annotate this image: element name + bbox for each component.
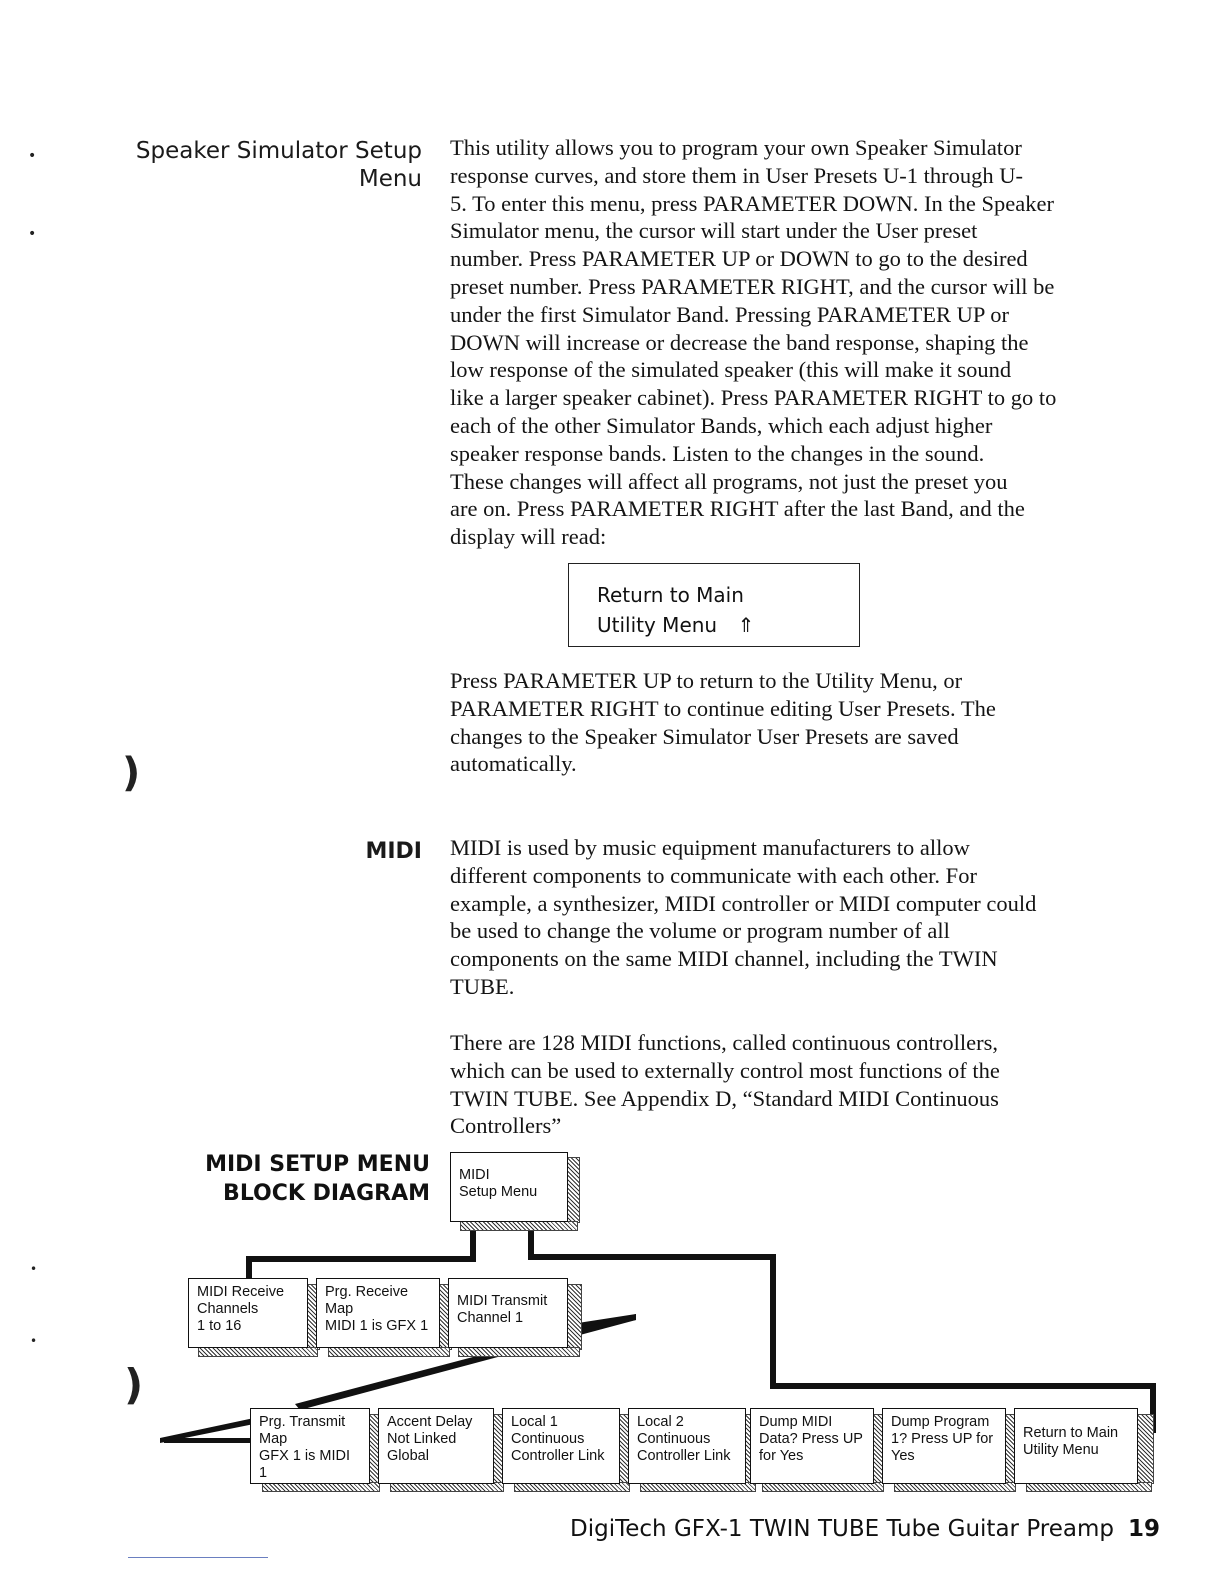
block-line: 1 to 16 — [197, 1318, 242, 1334]
margin-dot: • — [30, 1262, 38, 1276]
return-paragraph — [450, 667, 1140, 778]
block-line: Data? Press UP — [759, 1431, 863, 1447]
block-line: MIDI — [459, 1167, 490, 1183]
text-line: example, a synthesizer, MIDI controller or MIDI computer could — [450, 890, 1037, 916]
block-accent-delay — [378, 1408, 494, 1484]
block-line: Controller Link — [637, 1448, 731, 1464]
block-line: GFX 1 is MIDI 1 — [259, 1448, 351, 1481]
connector-line — [770, 1254, 776, 1388]
text-line: each of the other Simulator Bands, which each adjust higher — [450, 412, 993, 438]
footer-title: DigiTech GFX-1 TWIN TUBE Tube Guitar Preamp — [570, 1516, 1114, 1542]
block-line: Accent Delay — [387, 1414, 473, 1430]
text-line: display will read: — [450, 524, 607, 550]
heading-line-2: Menu — [358, 166, 422, 192]
block-local-2 — [628, 1408, 746, 1484]
text-line: which can be used to externally control most functions of the — [450, 1057, 1000, 1083]
block-dump-program — [882, 1408, 1006, 1484]
block-line: Continuous — [511, 1431, 585, 1447]
block-line: Continuous — [637, 1431, 711, 1447]
block-line: Prg. Receive — [325, 1284, 409, 1300]
up-arrow-icon: ⇑ — [737, 613, 755, 637]
block-midi-transmit-channel — [448, 1278, 568, 1348]
text-line: There are 128 MIDI functions, called continuous controllers, — [450, 1030, 998, 1055]
block-line: Utility Menu — [1023, 1442, 1099, 1458]
block-shadow — [198, 1347, 318, 1357]
heading-line-1: Speaker Simulator Setup — [135, 138, 422, 164]
block-shadow — [566, 1157, 580, 1223]
section-heading-midi: MIDI — [365, 839, 422, 864]
connector-line — [770, 1383, 1156, 1389]
block-line: Setup Menu — [459, 1184, 538, 1200]
diagram-title-line-2: BLOCK DIAGRAM — [223, 1181, 430, 1206]
block-line: Dump MIDI — [759, 1414, 833, 1430]
block-line: Local 1 — [511, 1414, 558, 1430]
block-midi-setup-menu — [450, 1152, 568, 1222]
block-line: Prg. Transmit — [259, 1414, 346, 1430]
text-line: TWIN TUBE. See Appendix D, “Standard MIDI Continuous — [450, 1085, 999, 1111]
lcd-display — [568, 563, 860, 647]
text-line: components on the same MIDI channel, including the TWIN — [450, 946, 998, 972]
midi-paragraph-1 — [450, 834, 1140, 1001]
connector-line — [528, 1254, 776, 1260]
text-line: preset number. Press PARAMETER RIGHT, and the cursor will be — [450, 273, 1055, 299]
block-shadow — [458, 1347, 580, 1357]
block-line: for Yes — [759, 1448, 804, 1464]
text-line: number. Press PARAMETER UP or DOWN to go to the desired — [450, 246, 1028, 272]
page-footer — [570, 1516, 1160, 1542]
text-line: response curves, and store them in User Presets U-1 through U- — [450, 162, 1023, 188]
block-line: MIDI 1 is GFX 1 — [325, 1318, 429, 1334]
margin-hole-mark: ) — [122, 750, 141, 796]
block-shadow — [460, 1221, 578, 1231]
margin-hole-mark: ) — [124, 1360, 144, 1409]
block-line: Map — [325, 1301, 354, 1317]
block-line: Not Linked — [387, 1431, 457, 1447]
section-heading-speaker-simulator — [120, 137, 422, 193]
connector-line — [246, 1256, 476, 1262]
text-line: This utility allows you to program your own Speaker Simulator — [450, 135, 1022, 160]
text-line: be used to change the volume or program number of all — [450, 918, 950, 944]
text-line: DOWN will increase or decrease the band response, shaping the — [450, 329, 1029, 355]
text-line: low response of the simulated speaker (this will make it sound — [450, 357, 1012, 383]
text-line: like a larger speaker cabinet). Press PARAMETER RIGHT to go to — [450, 385, 1057, 411]
page-number: 19 — [1127, 1516, 1160, 1542]
text-line: Simulator menu, the cursor will start under the User preset — [450, 218, 978, 244]
text-line: under the first Simulator Band. Pressing PARAMETER UP or — [450, 301, 1009, 327]
text-line: changes to the Speaker Simulator User Presets are saved — [450, 723, 959, 749]
display-line-2-row — [597, 610, 859, 640]
block-dump-midi-data — [750, 1408, 874, 1484]
block-return-to-main — [1014, 1408, 1138, 1484]
block-line: Return to Main — [1023, 1425, 1119, 1441]
block-prg-transmit-map — [250, 1408, 370, 1484]
block-line: Channel 1 — [457, 1310, 524, 1326]
block-line: Local 2 — [637, 1414, 684, 1430]
block-line: Yes — [891, 1448, 915, 1464]
block-line: MIDI Receive — [197, 1284, 285, 1300]
text-line: MIDI is used by music equipment manufacturers to allow — [450, 835, 970, 860]
block-line: Dump Program — [891, 1414, 990, 1430]
speaker-simulator-paragraph — [450, 134, 1140, 551]
block-line: Channels — [197, 1301, 259, 1317]
margin-dot: • — [30, 1334, 38, 1348]
text-line: are on. Press PARAMETER RIGHT after the last Band, and the — [450, 496, 1025, 522]
text-line: TUBE. — [450, 973, 515, 999]
display-line-2: Utility Menu — [597, 613, 718, 637]
text-line: Press PARAMETER UP to return to the Utility Menu, or — [450, 668, 963, 693]
block-local-1 — [502, 1408, 620, 1484]
block-shadow — [328, 1347, 450, 1357]
block-line: Map — [259, 1431, 288, 1447]
block-line: Controller Link — [511, 1448, 605, 1464]
display-line-1: Return to Main — [597, 583, 744, 607]
text-line: These changes will affect all programs, not just the preset you — [450, 468, 1008, 494]
block-shadow — [1136, 1414, 1154, 1484]
block-prg-receive-map — [316, 1278, 440, 1348]
block-line: Global — [387, 1448, 429, 1464]
connector-diagonal — [160, 1418, 254, 1443]
diagram-title-line-1: MIDI SETUP MENU — [205, 1152, 430, 1177]
margin-dot: • — [28, 148, 37, 164]
margin-dot: • — [28, 226, 37, 242]
block-shadow — [566, 1284, 582, 1350]
diagram-title — [180, 1150, 430, 1208]
text-line: automatically. — [450, 751, 577, 777]
block-line: MIDI Transmit — [457, 1293, 548, 1309]
connector-line — [246, 1256, 252, 1280]
text-line: 5. To enter this menu, press PARAMETER DOWN. In the Speaker — [450, 190, 1054, 216]
block-midi-receive-channels — [188, 1278, 308, 1348]
midi-paragraph-2 — [450, 1029, 1140, 1140]
text-line: Controllers” — [450, 1113, 562, 1139]
text-line: PARAMETER RIGHT to continue editing User Presets. The — [450, 695, 996, 721]
block-line: 1? Press UP for — [891, 1431, 994, 1447]
text-line: speaker response bands. Listen to the changes in the sound. — [450, 440, 985, 466]
text-line: different components to communicate with each other. For — [450, 862, 977, 888]
footer-rule — [128, 1557, 268, 1558]
